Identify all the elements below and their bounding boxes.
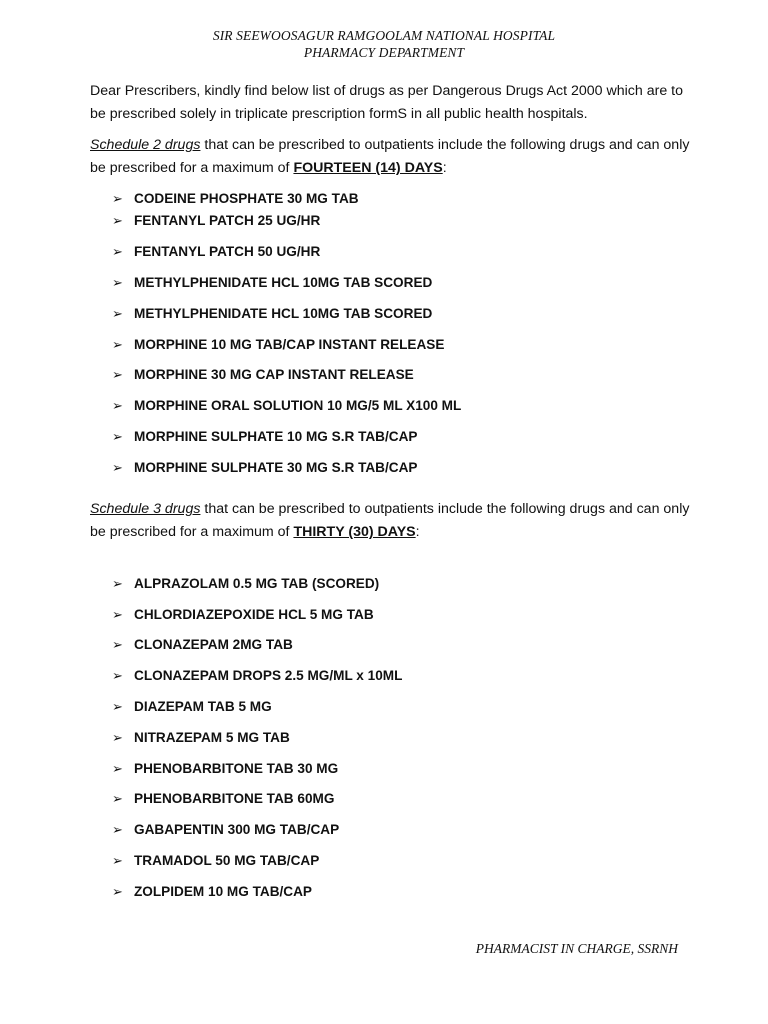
drug-name: TRAMADOL 50 MG TAB/CAP bbox=[134, 853, 320, 868]
arrow-bullet-icon: ➢ bbox=[112, 213, 123, 228]
drug-name: DIAZEPAM TAB 5 MG bbox=[134, 699, 272, 714]
arrow-bullet-icon: ➢ bbox=[112, 191, 123, 206]
list-item bbox=[112, 274, 432, 292]
drug-name: ZOLPIDEM 10 MG TAB/CAP bbox=[134, 884, 312, 899]
drug-name: MORPHINE 30 MG CAP INSTANT RELEASE bbox=[134, 367, 414, 382]
arrow-bullet-icon: ➢ bbox=[112, 337, 123, 352]
drug-name: MORPHINE ORAL SOLUTION 10 MG/5 ML X100 ML bbox=[134, 398, 462, 413]
arrow-bullet-icon: ➢ bbox=[112, 853, 123, 868]
arrow-bullet-icon: ➢ bbox=[112, 730, 123, 745]
drug-name: METHYLPHENIDATE HCL 10MG TAB SCORED bbox=[134, 275, 433, 290]
schedule-3-label: Schedule 3 drugs bbox=[90, 501, 201, 517]
arrow-bullet-icon: ➢ bbox=[112, 429, 123, 444]
arrow-bullet-icon: ➢ bbox=[112, 668, 123, 683]
arrow-bullet-icon: ➢ bbox=[112, 306, 123, 321]
drug-name: FENTANYL PATCH 25 UG/HR bbox=[134, 213, 321, 228]
schedule-3-paragraph bbox=[90, 498, 690, 544]
arrow-bullet-icon: ➢ bbox=[112, 275, 123, 290]
intro-paragraph: Dear Prescribers, kindly find below list of drugs as per Dangerous Drugs Act 2000 which are to be prescribed solely in triplicate prescription formS in all public health hospitals. bbox=[90, 83, 684, 122]
drug-name: CLONAZEPAM 2MG TAB bbox=[134, 637, 293, 652]
arrow-bullet-icon: ➢ bbox=[112, 761, 123, 776]
list-item bbox=[112, 243, 320, 261]
signature-line: PHARMACIST IN CHARGE, SSRNH bbox=[475, 941, 678, 956]
list-item bbox=[112, 698, 272, 716]
list-item bbox=[112, 336, 444, 354]
schedule-3-text: that can be prescribed to outpatients include the following drugs and can only be prescribed for a maximum of bbox=[90, 501, 690, 540]
drug-name: MORPHINE 10 MG TAB/CAP INSTANT RELEASE bbox=[134, 337, 445, 352]
arrow-bullet-icon: ➢ bbox=[112, 576, 123, 591]
drug-name: PHENOBARBITONE TAB 60MG bbox=[134, 791, 335, 806]
list-item bbox=[112, 667, 402, 685]
schedule-2-text: that can be prescribed to outpatients include the following drugs and can only be prescribed for a maximum of bbox=[90, 137, 690, 176]
arrow-bullet-icon: ➢ bbox=[112, 244, 123, 259]
list-item bbox=[112, 305, 432, 323]
schedule-2-paragraph bbox=[90, 134, 690, 180]
list-item bbox=[112, 575, 379, 593]
drug-name: CLONAZEPAM DROPS 2.5 MG/ML x 10ML bbox=[134, 668, 403, 683]
arrow-bullet-icon: ➢ bbox=[112, 637, 123, 652]
arrow-bullet-icon: ➢ bbox=[112, 367, 123, 382]
list-item bbox=[112, 212, 320, 230]
arrow-bullet-icon: ➢ bbox=[112, 607, 123, 622]
hospital-name: SIR SEEWOOSAGUR RAMGOOLAM NATIONAL HOSPITAL bbox=[212, 28, 556, 43]
schedule-2-label: Schedule 2 drugs bbox=[90, 137, 201, 153]
list-item bbox=[112, 760, 338, 778]
drug-name: CHLORDIAZEPOXIDE HCL 5 MG TAB bbox=[134, 607, 374, 622]
list-item bbox=[112, 606, 374, 624]
list-item bbox=[112, 883, 312, 901]
list-item bbox=[112, 852, 319, 870]
drug-name: ALPRAZOLAM 0.5 MG TAB (SCORED) bbox=[134, 576, 380, 591]
schedule-3-colon: : bbox=[415, 524, 420, 540]
list-item bbox=[112, 636, 293, 654]
drug-name: MORPHINE SULPHATE 10 MG S.R TAB/CAP bbox=[134, 429, 418, 444]
drug-name: CODEINE PHOSPHATE 30 MG TAB bbox=[134, 191, 359, 206]
drug-name: METHYLPHENIDATE HCL 10MG TAB SCORED bbox=[134, 306, 433, 321]
arrow-bullet-icon: ➢ bbox=[112, 822, 123, 837]
arrow-bullet-icon: ➢ bbox=[112, 460, 123, 475]
schedule-2-colon: : bbox=[442, 160, 447, 176]
drug-name: NITRAZEPAM 5 MG TAB bbox=[134, 730, 290, 745]
arrow-bullet-icon: ➢ bbox=[112, 884, 123, 899]
arrow-bullet-icon: ➢ bbox=[112, 699, 123, 714]
list-item bbox=[112, 729, 290, 747]
list-item bbox=[112, 190, 359, 208]
schedule-3-limit: THIRTY (30) DAYS bbox=[293, 524, 416, 540]
arrow-bullet-icon: ➢ bbox=[112, 398, 123, 413]
list-item bbox=[112, 428, 417, 446]
drug-name: FENTANYL PATCH 50 UG/HR bbox=[134, 244, 321, 259]
drug-name: PHENOBARBITONE TAB 30 MG bbox=[134, 761, 339, 776]
drug-name: GABAPENTIN 300 MG TAB/CAP bbox=[134, 822, 340, 837]
list-item bbox=[112, 821, 339, 839]
list-item bbox=[112, 397, 461, 415]
drug-name: MORPHINE SULPHATE 30 MG S.R TAB/CAP bbox=[134, 460, 418, 475]
document-header bbox=[0, 27, 768, 61]
list-item bbox=[112, 790, 334, 808]
list-item bbox=[112, 366, 414, 384]
schedule-2-limit: FOURTEEN (14) DAYS bbox=[293, 160, 443, 176]
list-item bbox=[112, 459, 417, 477]
department-name: PHARMACY DEPARTMENT bbox=[303, 45, 465, 60]
arrow-bullet-icon: ➢ bbox=[112, 791, 123, 806]
